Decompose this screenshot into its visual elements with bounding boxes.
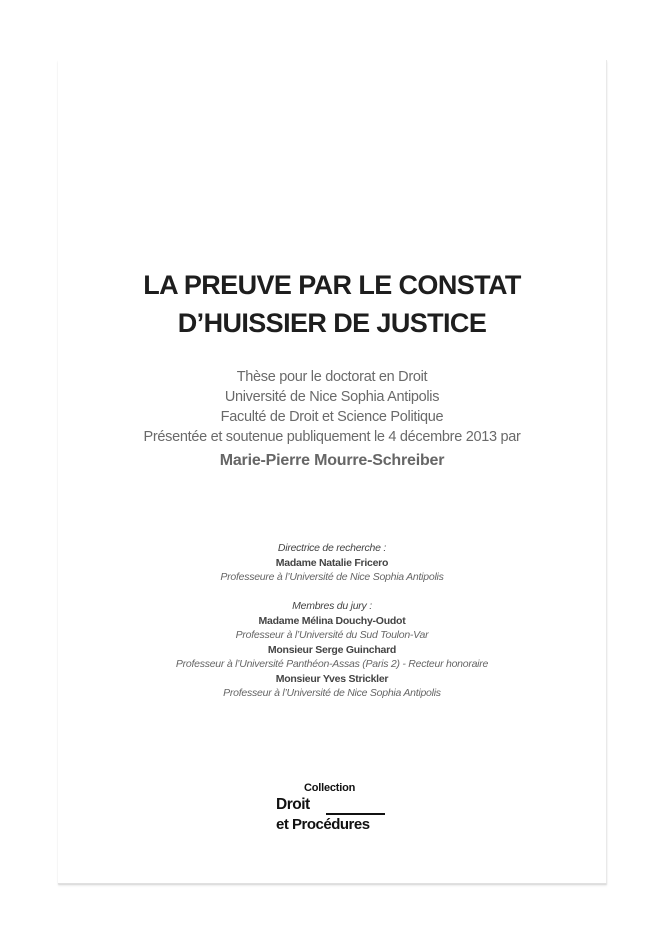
book-cover-page: [58, 60, 607, 884]
title-line-2: D’HUISSIER DE JUSTICE: [177, 308, 487, 338]
director-block: [58, 541, 606, 585]
logo-procedures-text: et Procédures: [276, 816, 370, 833]
jury-member-name: Monsieur Serge Guinchard: [267, 643, 397, 656]
title-line-1: LA PREUVE PAR LE CONSTAT: [143, 270, 521, 300]
book-title: [58, 266, 606, 342]
logo-rule: [326, 813, 385, 815]
director-role: Professeure à l’Université de Nice Sophia Antipolis: [220, 571, 444, 583]
collection-logo: [276, 782, 386, 842]
thesis-line-2: Université de Nice Sophia Antipolis: [224, 389, 440, 405]
director-label: Directrice de recherche :: [277, 542, 387, 554]
jury-member-name: Madame Mélina Douchy-Oudot: [258, 614, 406, 627]
jury-block: [58, 599, 606, 701]
jury-member-role: Professeur à l’Université du Sud Toulon-Var: [235, 629, 429, 641]
thesis-line-1: Thèse pour le doctorat en Droit: [236, 369, 428, 385]
jury-label: Membres du jury :: [292, 600, 372, 612]
thesis-line-3: Faculté de Droit et Science Politique: [220, 409, 444, 425]
author-name: Marie-Pierre Mourre-Schreiber: [219, 452, 445, 469]
jury-member-role: Professeur à l’Université de Nice Sophia Antipolis: [223, 687, 441, 699]
director-name: Madame Natalie Fricero: [275, 556, 389, 569]
jury-member-name: Monsieur Yves Strickler: [275, 672, 389, 685]
logo-collection-text: Collection: [304, 782, 356, 794]
jury-member-role: Professeur à l’Université Panthéon-Assas (Paris 2) - Recteur honoraire: [175, 658, 489, 670]
thesis-info: [58, 367, 606, 447]
logo-droit-text: Droit: [276, 796, 310, 813]
thesis-line-4: Présentée et soutenue publiquement le 4 décembre 2013 par: [143, 429, 521, 445]
